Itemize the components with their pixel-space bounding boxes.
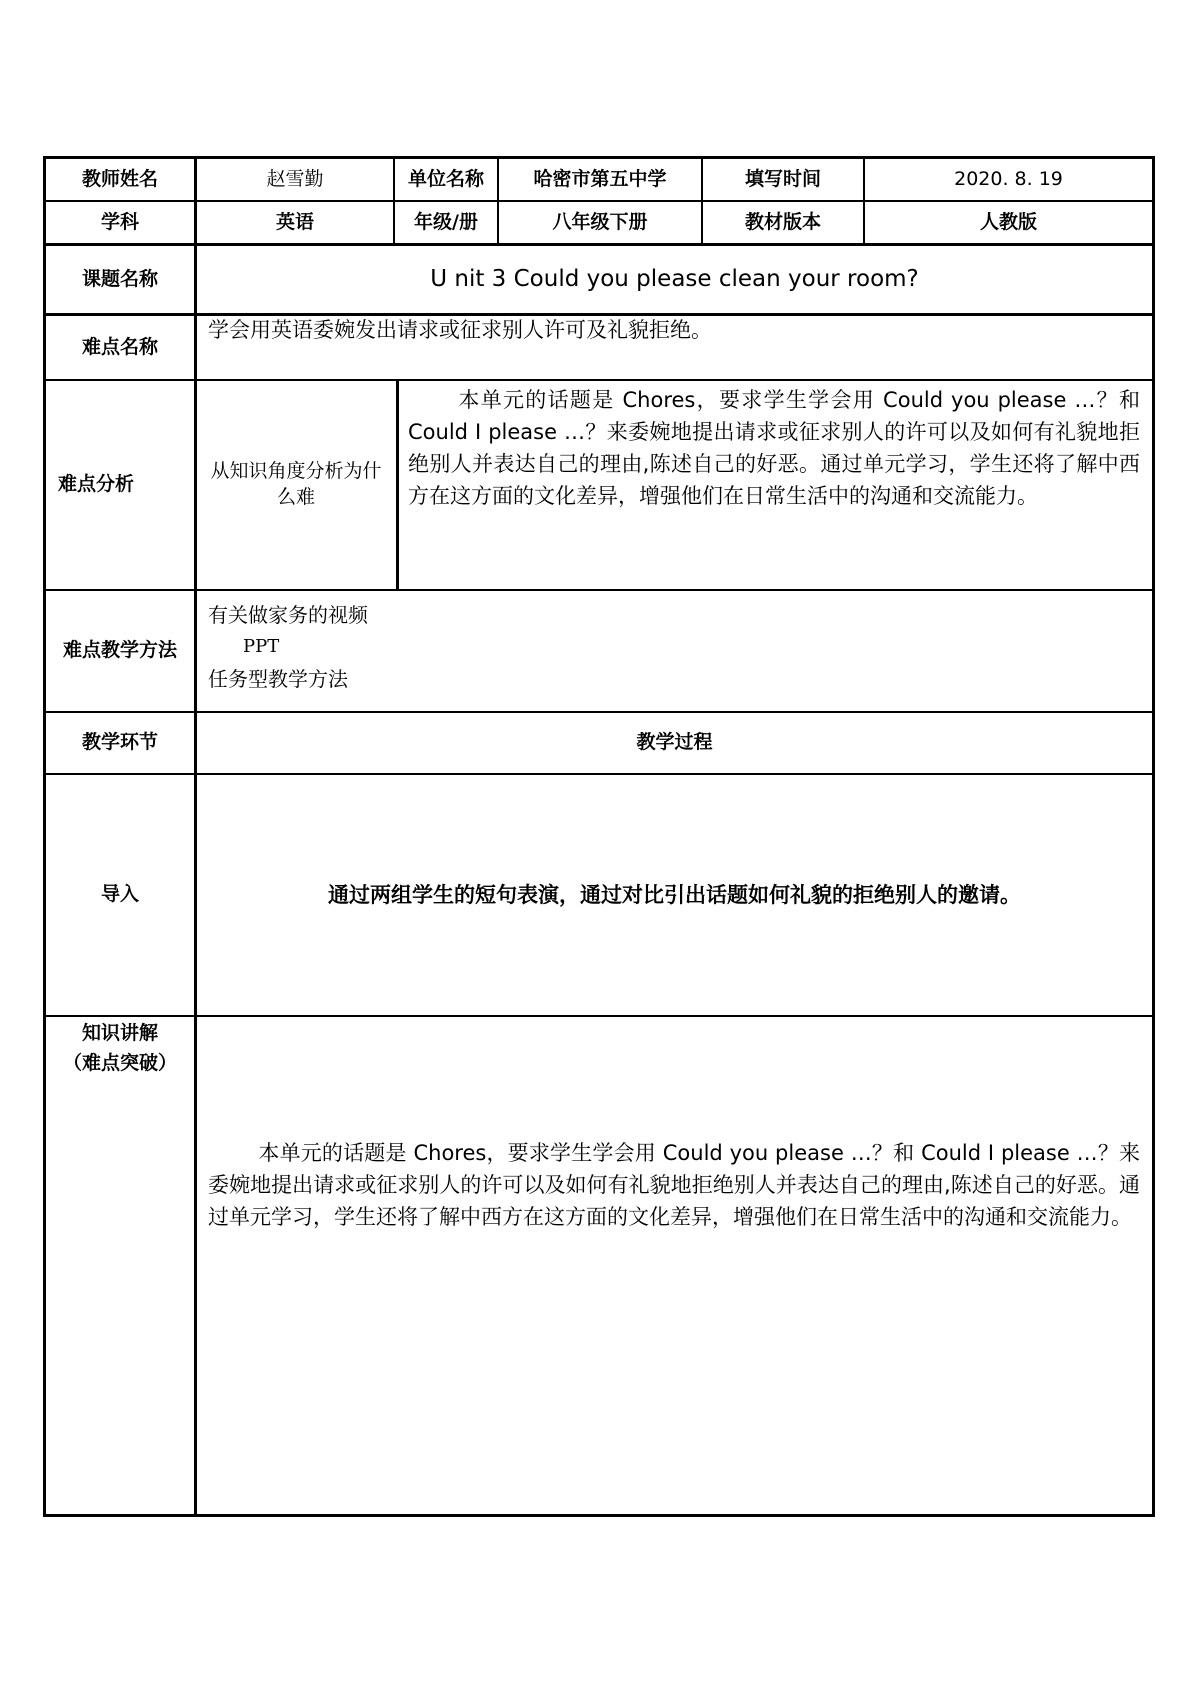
lesson-plan-table (43, 156, 1155, 1517)
process-step-label: 教学环节 (81, 731, 158, 754)
fill-time-label: 填写时间 (744, 167, 821, 190)
difficulty-value: 学会用英语委婉发出请求或征求别人许可及礼貌拒绝。 (208, 318, 712, 342)
unit-name-value: 哈密市第五中学 (533, 167, 667, 190)
knowledge-label-line2: （难点突破） (62, 1052, 177, 1075)
subject-label: 学科 (100, 210, 139, 233)
analysis-sub-label: 从知识角度分析为什么难 (210, 460, 382, 508)
knowledge-text: 本单元的话题是 Chores，要求学生学会用 Could you please …？和 Could I please …？来委婉地提出请求或征求别人的许可以及如何有礼貌地拒绝别人并表达自己的理由,陈述自己的好恶。通过单元学习，学生还将了解中西方在这方面的文化差异，增强他们在日常生活中的沟通和交流能力。 (208, 1141, 1140, 1229)
column-divider (396, 380, 399, 590)
teacher-name-label: 教师姓名 (81, 167, 158, 190)
subject-value: 英语 (275, 210, 314, 233)
method-task: 任务型教学方法 (208, 667, 348, 691)
methods-label: 难点教学方法 (62, 639, 177, 662)
unit-name-label: 单位名称 (407, 167, 484, 190)
edition-value: 人教版 (979, 210, 1037, 233)
process-label: 教学过程 (636, 731, 713, 754)
row-divider (46, 589, 1152, 591)
method-ppt: PPT (243, 636, 280, 657)
knowledge-label-line1: 知识讲解 (81, 1022, 158, 1045)
topic-value: U nit 3 Could you please clean your room? (430, 265, 919, 292)
intro-text: 通过两组学生的短句表演，通过对比引出话题如何礼貌的拒绝别人的邀请。 (328, 882, 1021, 907)
topic-label: 课题名称 (81, 267, 158, 290)
edition-label: 教材版本 (744, 210, 821, 233)
teacher-name-value: 赵雪勤 (266, 167, 324, 190)
analysis-label: 难点分析 (57, 473, 134, 496)
grade-value: 八年级下册 (552, 210, 648, 233)
difficulty-label: 难点名称 (81, 335, 158, 358)
row-divider (46, 1015, 1152, 1017)
intro-label: 导入 (100, 883, 139, 906)
grade-label: 年级/册 (414, 210, 478, 233)
method-video: 有关做家务的视频 (208, 603, 368, 627)
analysis-text: 本单元的话题是 Chores，要求学生学会用 Could you please …？和 Could I please …？来委婉地提出请求或征求别人的许可以及如何有礼貌地拒绝别人并表达自己的理由,陈述自己的好恶。通过单元学习，学生还将了解中西方在这方面的文化差异，增强他们在日常生活中的沟通和交流能力。 (408, 388, 1140, 508)
fill-time-value: 2020. 8. 19 (954, 167, 1063, 190)
